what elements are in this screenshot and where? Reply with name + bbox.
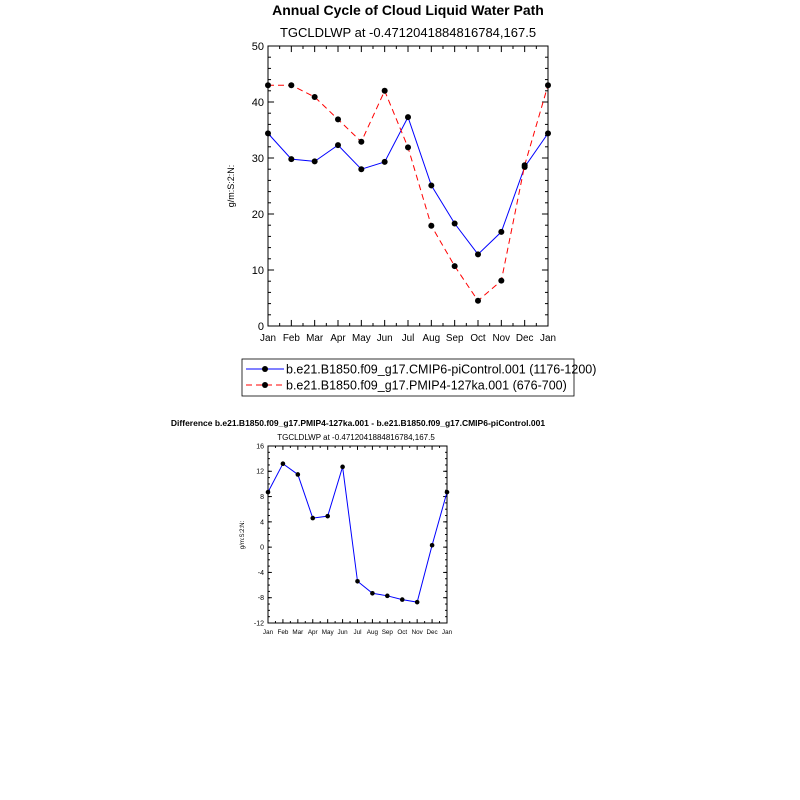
data-point bbox=[358, 166, 364, 172]
diff-chart-title: Difference b.e21.B1850.f09_g17.PMIP4-127ka.001 - b.e21.B1850.f09_g17.CMIP6-piControl.001 bbox=[170, 418, 546, 428]
data-point bbox=[452, 263, 458, 269]
y-tick-label: 10 bbox=[251, 264, 264, 277]
y-tick-label: 40 bbox=[251, 96, 264, 109]
data-point bbox=[265, 82, 271, 88]
legend-marker bbox=[262, 366, 268, 372]
data-point bbox=[452, 221, 458, 227]
x-tick-label: Oct bbox=[397, 629, 408, 636]
data-point bbox=[281, 461, 286, 466]
x-tick-label: Jun bbox=[337, 629, 348, 636]
y-tick-label: 0 bbox=[260, 544, 264, 552]
x-tick-label: Dec bbox=[515, 333, 534, 344]
data-point bbox=[296, 472, 301, 477]
data-point bbox=[312, 158, 318, 164]
data-point bbox=[265, 130, 271, 136]
x-tick-label: Mar bbox=[306, 333, 324, 344]
y-tick-label: 30 bbox=[251, 152, 264, 165]
data-point bbox=[475, 251, 481, 257]
data-point bbox=[430, 543, 435, 548]
x-tick-label: Oct bbox=[470, 333, 486, 344]
plot-frame bbox=[268, 46, 548, 326]
data-point bbox=[445, 490, 450, 495]
data-point bbox=[415, 600, 420, 605]
x-tick-label: Feb bbox=[277, 629, 289, 636]
x-tick-label: May bbox=[352, 333, 371, 344]
data-point bbox=[385, 594, 390, 599]
main-plot bbox=[252, 41, 556, 344]
x-tick-label: Jan bbox=[260, 333, 276, 344]
data-point bbox=[312, 94, 318, 100]
data-point bbox=[405, 114, 411, 120]
y-axis-label: g/m:S:2:N: bbox=[226, 164, 236, 208]
data-point bbox=[335, 142, 341, 148]
x-tick-label: Nov bbox=[492, 333, 511, 344]
data-point bbox=[382, 88, 388, 94]
x-tick-label: Jul bbox=[353, 629, 362, 636]
data-point bbox=[288, 82, 294, 88]
data-point bbox=[428, 223, 434, 229]
data-point bbox=[335, 116, 341, 122]
diff-y-axis-label: g/m:S:2:N: bbox=[240, 520, 246, 550]
x-tick-label: Jan bbox=[441, 629, 453, 636]
x-tick-label: Dec bbox=[426, 629, 438, 636]
difference-plot bbox=[254, 443, 453, 636]
y-tick-label: 16 bbox=[256, 443, 264, 451]
y-tick-label: 4 bbox=[260, 519, 264, 527]
x-tick-label: Jun bbox=[376, 333, 393, 344]
data-point bbox=[355, 579, 360, 584]
chart-title: Annual Cycle of Cloud Liquid Water Path bbox=[272, 2, 544, 18]
data-point bbox=[288, 156, 294, 162]
y-tick-label: 50 bbox=[251, 40, 264, 53]
data-point bbox=[340, 465, 345, 470]
data-point bbox=[370, 591, 375, 596]
data-point bbox=[405, 144, 411, 150]
data-point bbox=[428, 182, 434, 188]
data-point bbox=[522, 162, 528, 168]
y-tick-label: -8 bbox=[257, 595, 264, 603]
data-point bbox=[498, 278, 504, 284]
x-tick-label: Feb bbox=[282, 333, 300, 344]
data-point bbox=[325, 514, 330, 519]
x-tick-label: May bbox=[321, 629, 334, 636]
x-tick-label: Nov bbox=[411, 629, 423, 636]
x-tick-label: Sep bbox=[381, 629, 393, 636]
y-tick-label: -4 bbox=[257, 569, 264, 577]
data-point bbox=[310, 516, 315, 521]
legend-label: b.e21.B1850.f09_g17.CMIP6-piControl.001 (1176-1200) bbox=[286, 362, 597, 377]
data-point bbox=[475, 298, 481, 304]
x-tick-label: Jan bbox=[262, 629, 274, 636]
data-point bbox=[545, 82, 551, 88]
data-point bbox=[266, 490, 271, 495]
legend bbox=[242, 359, 596, 396]
diff-chart-subtitle: TGCLDLWP at -0.4712041884816784,167.5 bbox=[277, 433, 435, 442]
x-tick-label: Jan bbox=[540, 333, 556, 344]
x-tick-label: Mar bbox=[292, 629, 304, 636]
series-line-0 bbox=[268, 117, 548, 254]
y-tick-label: 0 bbox=[257, 320, 264, 333]
y-tick-label: 20 bbox=[251, 208, 264, 221]
x-tick-label: Aug bbox=[422, 333, 441, 344]
y-tick-label: -12 bbox=[253, 620, 264, 628]
data-point bbox=[400, 597, 405, 602]
x-tick-label: Jul bbox=[401, 333, 415, 344]
chart-subtitle: TGCLDLWP at -0.4712041884816784,167.5 bbox=[279, 25, 537, 40]
data-point bbox=[382, 159, 388, 165]
data-point bbox=[545, 130, 551, 136]
data-point bbox=[498, 229, 504, 235]
y-tick-label: 8 bbox=[260, 494, 264, 502]
x-tick-label: Aug bbox=[366, 629, 379, 636]
legend-label: b.e21.B1850.f09_g17.PMIP4-127ka.001 (676-700) bbox=[286, 378, 567, 393]
y-tick-label: 12 bbox=[256, 468, 264, 476]
x-tick-label: Apr bbox=[307, 629, 318, 636]
x-tick-label: Sep bbox=[445, 333, 464, 344]
legend-marker bbox=[262, 382, 268, 388]
x-tick-label: Apr bbox=[330, 333, 346, 344]
data-point bbox=[358, 139, 364, 145]
